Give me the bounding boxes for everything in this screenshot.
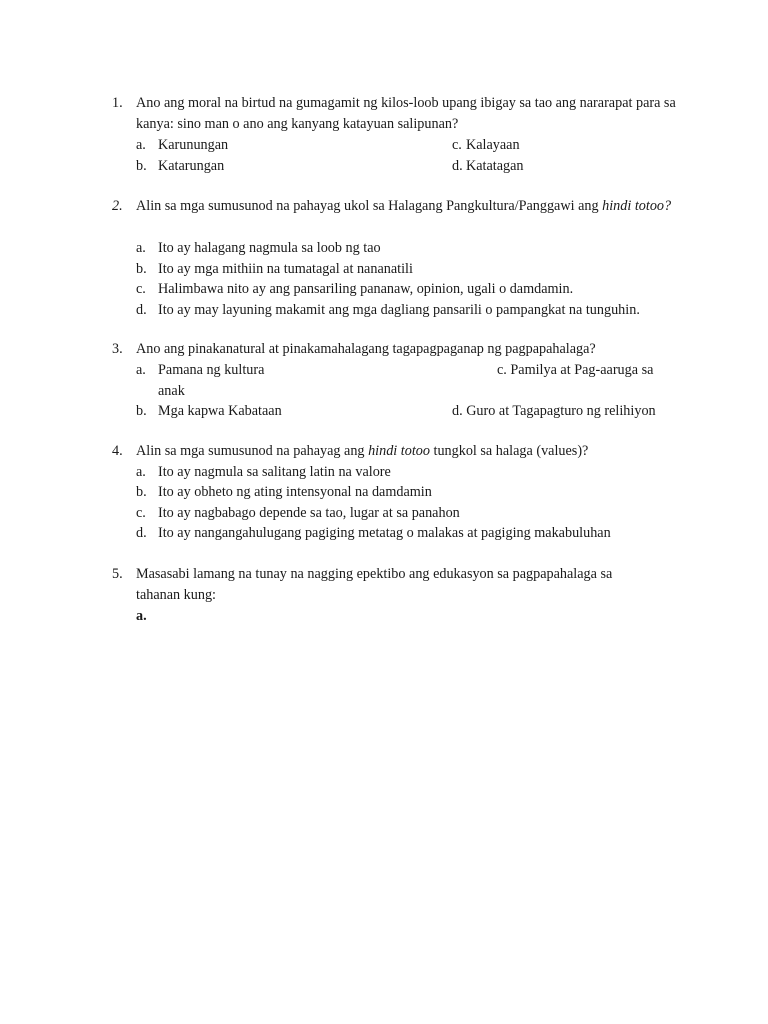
option-letter-b: b. — [136, 403, 147, 419]
option-letter-d: d. — [136, 302, 147, 318]
option-c-text: c. Pamilya at Pag-aaruga sa anak — [158, 362, 654, 399]
question-stem — [136, 196, 676, 217]
option-letter-b: b. — [136, 158, 147, 174]
option-d-text: Ito ay may layuning makamit ang mga dagliang pansarili o pampangkat na tunguhin. — [158, 302, 640, 318]
option-letter-b: b. — [136, 484, 147, 500]
option-letter-a: a. — [136, 362, 146, 378]
option-b-text: Katarungan — [158, 158, 225, 174]
option-a-text: Karunungan — [158, 137, 229, 153]
option-letter-c: c. — [136, 505, 146, 521]
option-a-text: Ito ay halagang nagmula sa loob ng tao — [158, 240, 381, 256]
option-c-text: Ito ay nagbabago depende sa tao, lugar at sa panahon — [158, 505, 460, 521]
question-number: 2. — [112, 198, 123, 214]
stem-emphasis: hindi totoo — [368, 443, 430, 459]
stem-text: Alin sa mga sumusunod na pahayag ukol sa Halagang Pangkultura/Panggawi ang — [136, 198, 603, 214]
stem-emphasis: hindi totoo? — [602, 198, 672, 214]
option-letter-a: a. — [136, 464, 146, 480]
option-letter-a: a. — [136, 240, 146, 256]
question-number: 3. — [112, 341, 123, 357]
option-letter-a: a. — [136, 137, 146, 153]
stem-text-end: tungkol sa halaga (values)? — [429, 443, 589, 459]
option-letter-b: b. — [136, 261, 147, 277]
option-a-text: Pamana ng kultura — [158, 362, 265, 378]
question-number: 1. — [112, 95, 123, 111]
option-b-text: Ito ay obheto ng ating intensyonal na damdamin — [158, 484, 432, 500]
question-number: 5. — [112, 566, 123, 582]
option-letter-a: a. — [136, 608, 147, 624]
option-d-text: Ito ay nangangahulugang pagiging metatag o malakas at pagiging makabuluhan — [158, 525, 611, 541]
question-stem: Ano ang moral na birtud na gumagamit ng kilos-loob upang ibigay sa tao ang nararapat para sa kanya: sino man o ano ang kanyang katayuan salipunan? — [136, 95, 676, 132]
question-number: 4. — [112, 443, 123, 459]
option-d-text: d. Guro at Tagapagturo ng relihiyon — [452, 403, 656, 419]
option-b-text: Mga kapwa Kabataan — [158, 403, 282, 419]
option-c-letter: c. — [452, 137, 462, 153]
option-b-text: Ito ay mga mithiin na tumatagal at nananatili — [158, 261, 413, 277]
question-stem: Masasabi lamang na tunay na nagging epektibo ang edukasyon sa pagpapahalaga sa tahanan kung: — [136, 566, 613, 603]
question-stem — [136, 441, 676, 462]
stem-text: Alin sa mga sumusunod na pahayag ang — [136, 443, 369, 459]
option-letter-d: d. — [136, 525, 147, 541]
option-d-letter: d. — [452, 158, 463, 174]
option-letter-c: c. — [136, 281, 146, 297]
question-stem: Ano ang pinakanatural at pinakamahalagang tagapagpaganap ng pagpapahalaga? — [136, 341, 596, 357]
option-c-text: Kalayaan — [466, 137, 520, 153]
option-a-text: Ito ay nagmula sa salitang latin na valore — [158, 464, 391, 480]
option-d-text: Katatagan — [466, 158, 524, 174]
option-c-text: Halimbawa nito ay ang pansariling pananaw, opinion, ugali o damdamin. — [158, 281, 574, 297]
